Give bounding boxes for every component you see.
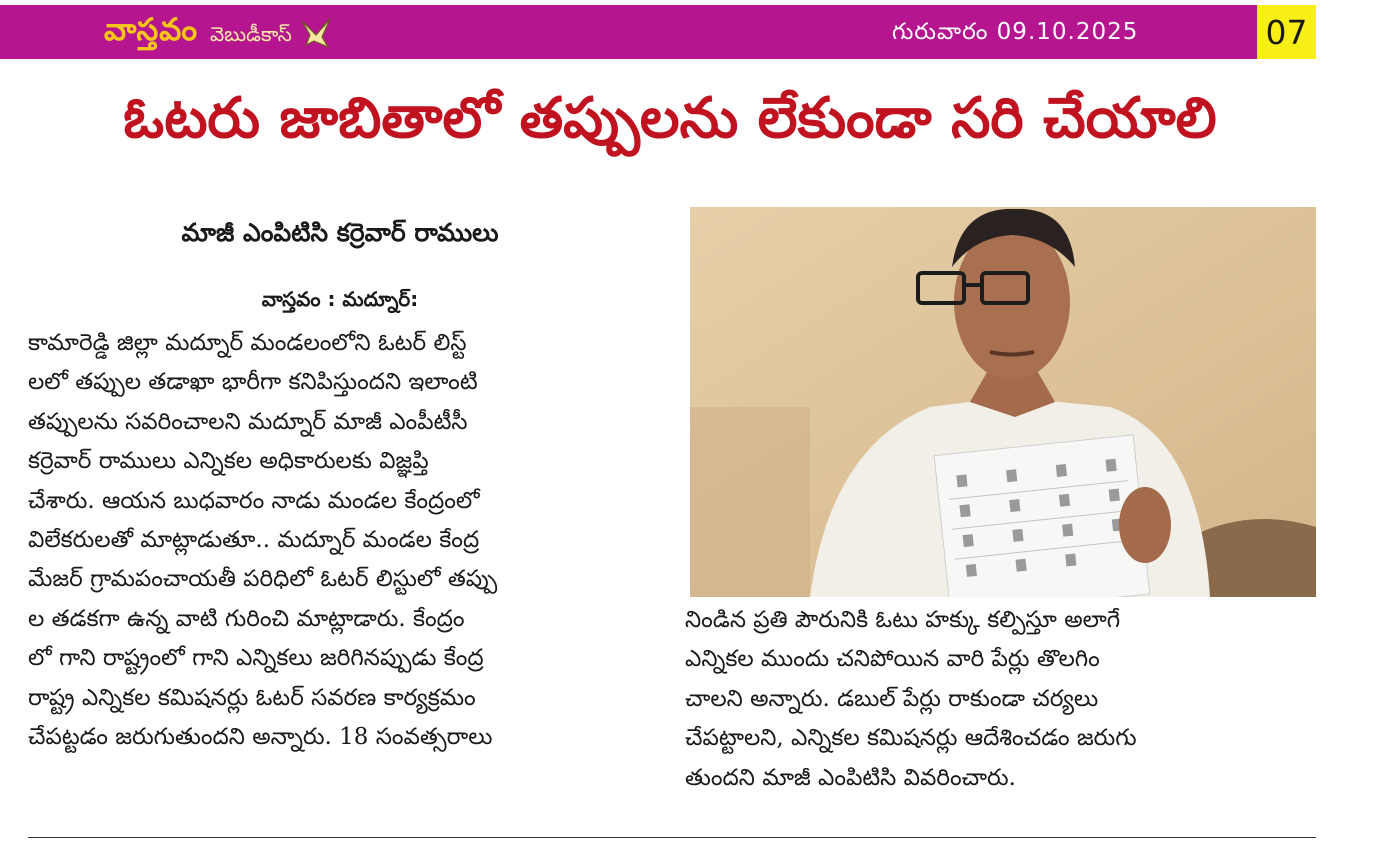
continuation-line: చేపట్టాలని, ఎన్నికల కమిషనర్లు ఆదేశించడం జరుగు xyxy=(685,725,1137,752)
body-line: మేజర్ గ్రామపంచాయతీ పరిధిలో ఓటర్ లిస్టులో తప్పు xyxy=(28,566,498,593)
bird-icon xyxy=(300,17,334,49)
body-line: లో గాని రాష్ట్రంలో గాని ఎన్నికలు జరిగినప్పుడు కేంద్ర xyxy=(28,645,484,672)
body-line: విలేకరులతో మాట్లాడుతూ.. మద్నూర్ మండల కేంద్ర xyxy=(28,526,480,553)
continuation-line: తుందని మాజీ ఎంపిటిసి వివరించారు. xyxy=(685,764,1016,791)
article-continuation xyxy=(685,601,1316,798)
issue-date: గురువారం 09.10.2025 xyxy=(892,19,1139,45)
body-line: కర్రెవార్ రాములు ఎన్నికల అధికారులకు విజ్ఞప్తి xyxy=(28,448,429,475)
page-number-badge: 07 xyxy=(1257,5,1316,59)
bottom-divider xyxy=(28,837,1316,838)
newspaper-logo xyxy=(104,10,464,56)
body-line: చేశారు. ఆయన బుధవారం నాడు మండల కేంద్రంలో xyxy=(28,487,480,514)
article-body-column xyxy=(28,324,652,757)
body-line: రాష్ట్ర ఎన్నికల కమిషనర్లు ఓటర్ సవరణ కార్యక్రమం xyxy=(28,684,476,711)
article-dateline: వాస్తవం : మద్నూర్: xyxy=(261,287,419,311)
continuation-line: ఎన్నికల ముందు చనిపోయిన వారి పేర్లు తొలగిం xyxy=(685,646,1100,673)
masthead-bar xyxy=(0,5,1257,59)
logo-subtitle: వెబుడీకాస్ xyxy=(210,21,292,46)
photo-illustration xyxy=(690,207,1316,597)
logo-title: వాస్తవం xyxy=(104,11,199,48)
body-line: చేపట్టడం జరుగుతుందని అన్నారు. 18 సంవత్సరాలు xyxy=(28,723,493,750)
continuation-line: నిండిన ప్రతి పౌరునికి ఓటు హక్కు కల్పిస్తూ అలాగే xyxy=(685,607,1121,633)
body-line: ల తడకగా ఉన్న వాటి గురించి మాట్లాడారు. కేంద్రం xyxy=(28,605,465,632)
body-line: లలో తప్పుల తడాఖా భారీగా కనిపిస్తుందని ఇలాంటి xyxy=(28,369,478,396)
article-headline: ఓటరు జాబితాలో తప్పులను లేకుండా సరి చేయాలి xyxy=(123,86,1217,151)
body-line: కామారెడ్డి జిల్లా మద్నూర్ మండలంలోని ఓటర్ లిస్ట్ xyxy=(28,330,467,356)
article-subheading: మాజీ ఎంపిటిసి కర్రెవార్ రాములు xyxy=(181,218,499,247)
body-line: తప్పులను సవరించాలని మద్నూర్ మాజీ ఎంపీటీసీ xyxy=(28,408,468,435)
continuation-line: చాలని అన్నారు. డబుల్ పేర్లు రాకుండా చర్యలు xyxy=(685,685,1099,712)
article-photo xyxy=(690,207,1316,597)
